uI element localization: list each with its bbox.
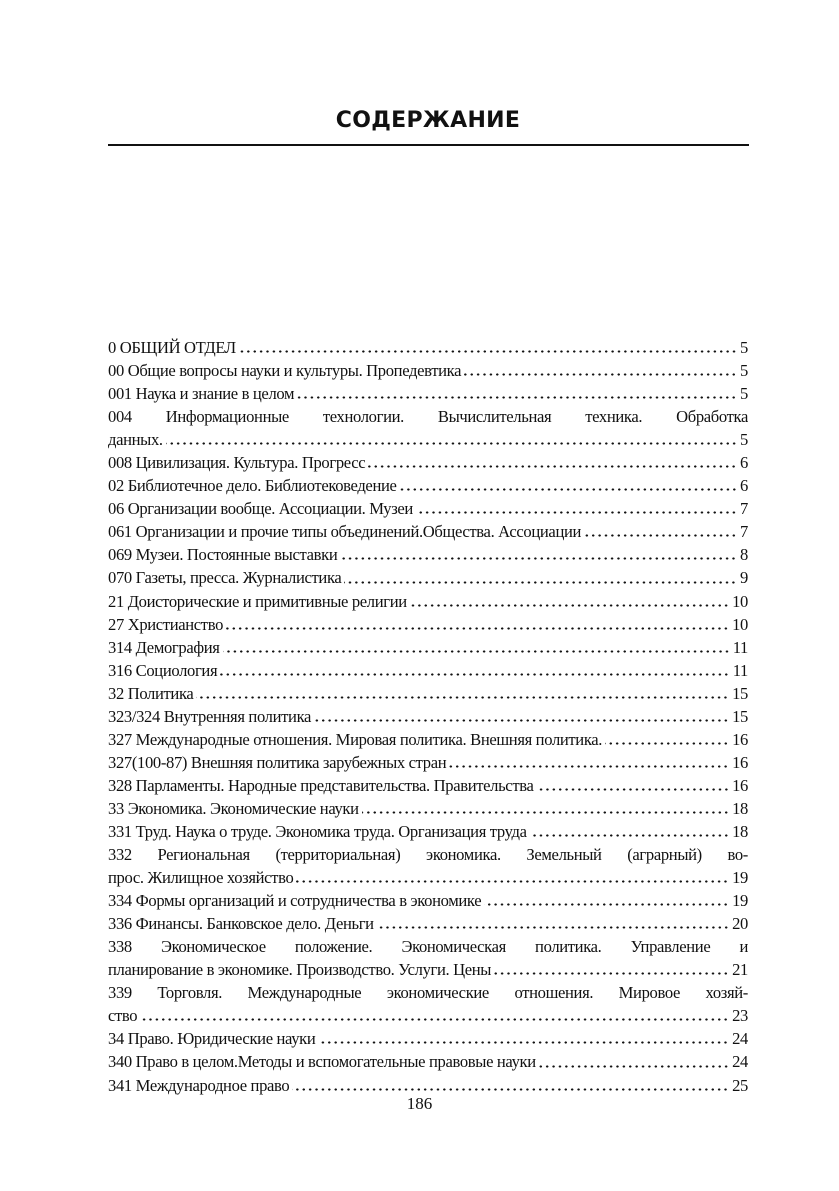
dot-leader: [494, 972, 729, 975]
toc-entry[interactable]: [108, 751, 748, 774]
dot-leader: [530, 834, 729, 837]
toc-entry[interactable]: [108, 520, 748, 543]
toc-entry-page: 11: [732, 660, 748, 680]
toc-entry-page: 16: [732, 775, 748, 795]
toc-entry-page: 7: [740, 522, 748, 542]
toc-entry-title: 001 Наука и знание в целом: [108, 384, 295, 404]
toc-entry-title: 338 Экономическое положение. Экономическая политика. Управление и: [108, 937, 748, 957]
dot-leader: [410, 604, 729, 607]
dot-leader: [239, 350, 737, 353]
toc-entry-page: 5: [740, 338, 748, 357]
dot-leader: [464, 373, 737, 376]
toc-entry-title: 328 Парламенты. Народные представительства. Правительства: [108, 775, 534, 795]
title-rule: [108, 144, 749, 146]
toc-entry-page: 11: [732, 637, 748, 657]
page-title: СОДЕРЖАНИЕ: [335, 108, 521, 133]
toc-entry-page: 10: [732, 591, 748, 611]
dot-leader: [318, 1041, 729, 1044]
toc-entry-page: 5: [740, 384, 748, 404]
dot-leader: [297, 396, 737, 399]
dot-leader: [416, 511, 737, 514]
toc-entry-page: 21: [732, 960, 748, 980]
toc-entry-page: 7: [740, 499, 748, 519]
toc-entry-title: 070 Газеты, пресса. Журналистика: [108, 568, 342, 588]
toc-entry[interactable]: [108, 820, 748, 843]
dot-leader: [539, 1065, 729, 1068]
toc-entry-title: прос. Жилищное хозяйство: [108, 868, 294, 888]
toc-entry[interactable]: [108, 497, 748, 520]
toc-entry-title: 336 Финансы. Банковское дело. Деньги: [108, 914, 374, 934]
dot-leader: [140, 1018, 729, 1021]
toc-entry-title: 316 Социология: [108, 660, 218, 680]
toc-entry[interactable]: [108, 1027, 748, 1050]
toc-entry-page: 5: [740, 430, 748, 450]
toc-entry-page: 19: [732, 868, 748, 888]
toc-entry-title: 06 Организации вообще. Ассоциации. Музеи: [108, 499, 413, 519]
toc-entry-page: 6: [740, 476, 748, 496]
toc-entry-page: 16: [732, 752, 748, 772]
toc-entry-title: 32 Политика: [108, 683, 194, 703]
toc-entry-title: 34 Право. Юридические науки: [108, 1029, 316, 1049]
toc-entry[interactable]: [108, 613, 748, 636]
toc-entry-page: 9: [740, 568, 748, 588]
toc-entry-title: 314 Демография: [108, 637, 220, 657]
toc-entry[interactable]: [108, 981, 748, 1027]
dot-leader: [584, 534, 737, 537]
dot-leader: [340, 557, 737, 560]
toc-entry-page: 19: [732, 891, 748, 911]
toc-entry-title: 331 Труд. Наука о труде. Экономика труда. Организация труда: [108, 821, 527, 841]
toc-entry-title: ство: [108, 1006, 138, 1026]
dot-leader: [344, 581, 737, 584]
toc-entry[interactable]: [108, 774, 748, 797]
dot-leader: [537, 788, 730, 791]
toc-entry-title: 340 Право в целом.Методы и вспомогательные правовые науки: [108, 1052, 536, 1072]
toc-entry-title: 21 Доисторические и примитивные религии: [108, 591, 407, 611]
toc-entry-page: 15: [732, 706, 748, 726]
toc-entry[interactable]: [108, 382, 748, 405]
toc-entry[interactable]: [108, 912, 748, 935]
dot-leader: [292, 1088, 729, 1091]
toc-entry-title: 27 Христианство: [108, 614, 224, 634]
toc-entry[interactable]: [108, 797, 748, 820]
toc-entry-page: 24: [732, 1052, 748, 1072]
toc-entry[interactable]: [108, 590, 748, 613]
toc-entry-title: 00 Общие вопросы науки и культуры. Пропедевтика: [108, 361, 462, 381]
dot-leader: [296, 880, 729, 883]
toc-entry-page: 6: [740, 453, 748, 473]
dot-leader: [362, 811, 729, 814]
toc-entry-title: 323/324 Внутренняя политика: [108, 706, 312, 726]
toc-entry-title: 004 Информационные технологии. Вычислительная техника. Обработка: [108, 407, 748, 427]
dot-leader: [484, 903, 729, 906]
dot-leader: [400, 488, 738, 491]
toc-entry[interactable]: [108, 636, 748, 659]
dot-leader: [226, 627, 729, 630]
toc-entry[interactable]: [108, 843, 748, 889]
toc-entry[interactable]: [108, 566, 748, 589]
dot-leader: [377, 926, 729, 929]
toc-entry-title: данных.: [108, 430, 163, 450]
toc-entry-page: 10: [732, 614, 748, 634]
dot-leader: [314, 719, 729, 722]
toc-entry[interactable]: [108, 682, 748, 705]
toc-entry-title: 339 Торговля. Международные экономические отношения. Мировое хозяй-: [108, 983, 748, 1003]
dot-leader: [223, 650, 730, 653]
page-number: 186: [406, 1094, 433, 1113]
toc-entry-title: 327 Международные отношения. Мировая политика. Внешняя политика.: [108, 729, 603, 749]
toc-entry[interactable]: [108, 405, 748, 451]
toc-entry[interactable]: [108, 474, 748, 497]
dot-leader: [196, 696, 729, 699]
toc-entry-page: 18: [732, 821, 748, 841]
toc-entry-title: 02 Библиотечное дело. Библиотековедение: [108, 476, 397, 496]
toc-entry[interactable]: [108, 935, 748, 981]
toc-entry[interactable]: [108, 451, 748, 474]
toc-entry-page: 25: [732, 1075, 748, 1095]
toc-entry-page: 24: [732, 1029, 748, 1049]
toc-entry-title: 327(100-87) Внешняя политика зарубежных стран: [108, 752, 447, 772]
toc-entry-page: 16: [732, 729, 748, 749]
toc-entry-page: 15: [732, 683, 748, 703]
toc-entry[interactable]: [108, 659, 748, 682]
toc-entry-page: 23: [732, 1006, 748, 1026]
dot-leader: [220, 673, 729, 676]
toc-entry-page: 18: [732, 798, 748, 818]
toc-entry-title: 334 Формы организаций и сотрудничества в экономике: [108, 891, 482, 911]
toc-entry[interactable]: [108, 359, 748, 382]
toc-entry-title: 061 Организации и прочие типы объединений.Общества. Ассоциации: [108, 522, 582, 542]
toc-entry[interactable]: [108, 336, 748, 359]
toc-entry-page: 5: [740, 361, 748, 381]
toc-entry-title: 33 Экономика. Экономические науки: [108, 798, 359, 818]
toc-entry-title: 0 ОБЩИЙ ОТДЕЛ: [108, 338, 236, 357]
toc-entry[interactable]: [108, 728, 748, 751]
toc-entry-page: 8: [740, 545, 748, 565]
toc-entry-page: 20: [732, 914, 748, 934]
toc-entry[interactable]: [108, 1050, 748, 1073]
toc-entry[interactable]: [108, 889, 748, 912]
toc-entry[interactable]: [108, 543, 748, 566]
dot-leader: [368, 465, 737, 468]
dot-leader: [449, 765, 729, 768]
toc-entry[interactable]: [108, 705, 748, 728]
toc-entry-title: 341 Международное право: [108, 1075, 290, 1095]
dot-leader: [605, 742, 729, 745]
toc-entry-title: 008 Цивилизация. Культура. Прогресс: [108, 453, 366, 473]
dot-leader: [166, 442, 737, 445]
toc-entry-title: 332 Региональная (территориальная) экономика. Земельный (аграрный) во-: [108, 845, 748, 865]
toc-entry-title: планирование в экономике. Производство. Услуги. Цены: [108, 960, 492, 980]
toc-entry-title: 069 Музеи. Постоянные выставки: [108, 545, 338, 565]
table-of-contents: [108, 336, 748, 1097]
